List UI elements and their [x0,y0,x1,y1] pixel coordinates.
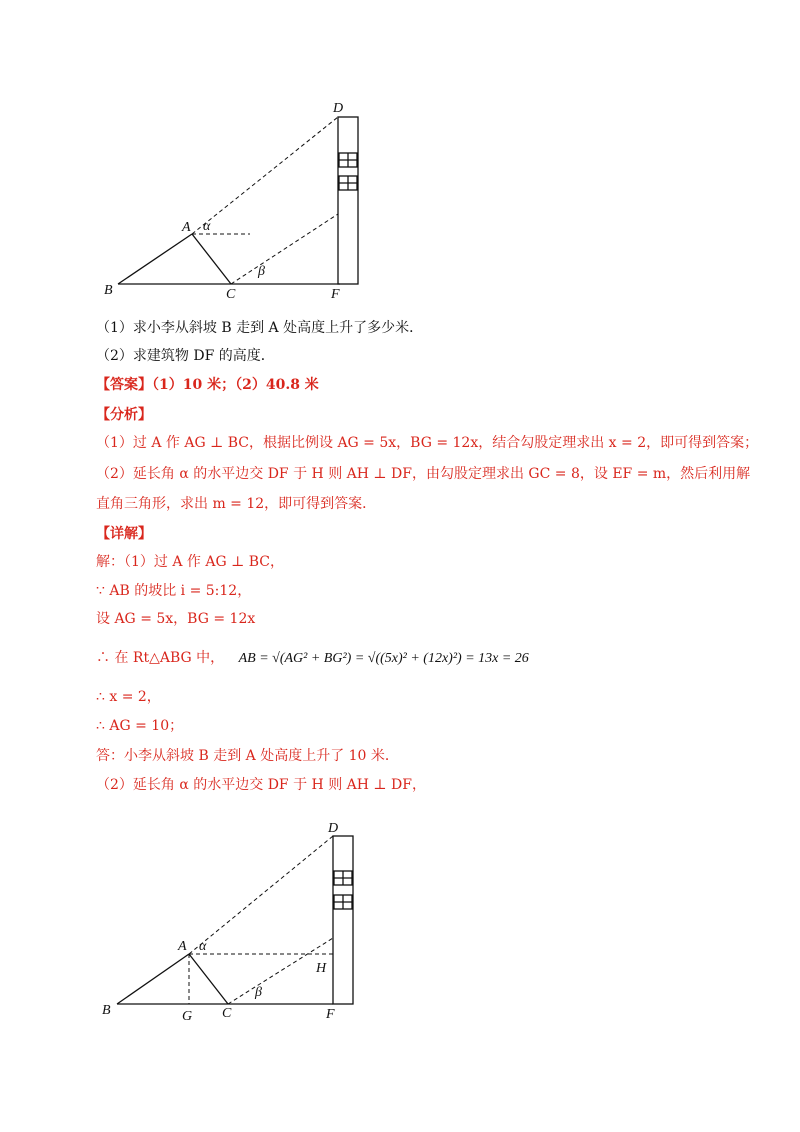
detail-line-1: 解：（1）过 A 作 AG ⊥ BC， [96,554,284,570]
answer-tag: 【答案】 [96,377,152,393]
line-AC-2 [189,954,228,1004]
detail-line-2: ∵ AB 的坡比 i = 5:12， [96,583,252,599]
analysis-tag: 【分析】 [96,407,152,423]
line-AB-2 [117,954,189,1004]
label-alpha: α [203,219,211,234]
detail-line-7: 答：小李从斜坡 B 走到 A 处高度上升了 10 米． [96,748,399,764]
line-AB [118,234,192,284]
label-B: B [104,283,113,298]
label-C: C [226,287,236,302]
detail-line-5: ∴ x = 2， [96,689,161,705]
label-H: H [316,961,327,976]
sightline-AD [192,117,338,234]
line-AC [192,234,231,284]
label-F: F [331,287,340,302]
pythagoras-formula: AB = √(AG² + BG²) = √((5x)² + (12x)²) = 13x = 26 [238,651,529,666]
label-B-2: B [102,1003,111,1018]
detail-line-4-prefix: ∴ 在 Rt△ABG 中， [96,650,225,666]
label-D: D [333,101,344,116]
analysis-line-2: （2）延长角 α 的水平边交 DF 于 H 则 AH ⊥ DF，由勾股定理求出 GC = 8，设 EF = m，然后利用解 [96,466,751,482]
sightline-AD-2 [189,836,333,954]
label-A: A [182,220,191,235]
figure-1 [0,0,800,305]
question-1: （1）求小李从斜坡 B 走到 A 处高度上升了多少米． [96,320,424,336]
detail-line-3: 设 AG = 5x，BG = 12x [96,611,256,627]
analysis-line-1: （1）过 A 作 AG ⊥ BC，根据比例设 AG = 5x，BG = 12x，结合勾股定理求出 x = 2，即可得到答案； [96,435,759,451]
label-F-2: F [326,1007,335,1022]
detail-line-6: ∴ AG = 10； [96,718,184,734]
question-2: （2）求建筑物 DF 的高度． [96,348,275,364]
label-beta: β [258,264,265,279]
building-2 [333,836,353,1004]
label-A-2: A [178,939,187,954]
sightline-C [231,214,338,284]
label-beta-2: β [255,985,262,1000]
label-alpha-2: α [199,939,207,954]
analysis-line-3: 直角三角形，求出 m = 12，即可得到答案． [96,496,377,512]
detail-tag: 【详解】 [96,526,152,542]
label-D-2: D [328,821,339,836]
detail-line-4 [96,648,529,669]
label-C-2: C [222,1006,232,1021]
building [338,117,358,284]
detail-line-8: （2）延长角 α 的水平边交 DF 于 H 则 AH ⊥ DF， [96,777,426,793]
answer-line [96,375,319,395]
label-G: G [182,1009,193,1024]
figure-2 [0,810,800,1030]
answer-text: （1）10 米；（2）40.8 米 [152,377,319,393]
